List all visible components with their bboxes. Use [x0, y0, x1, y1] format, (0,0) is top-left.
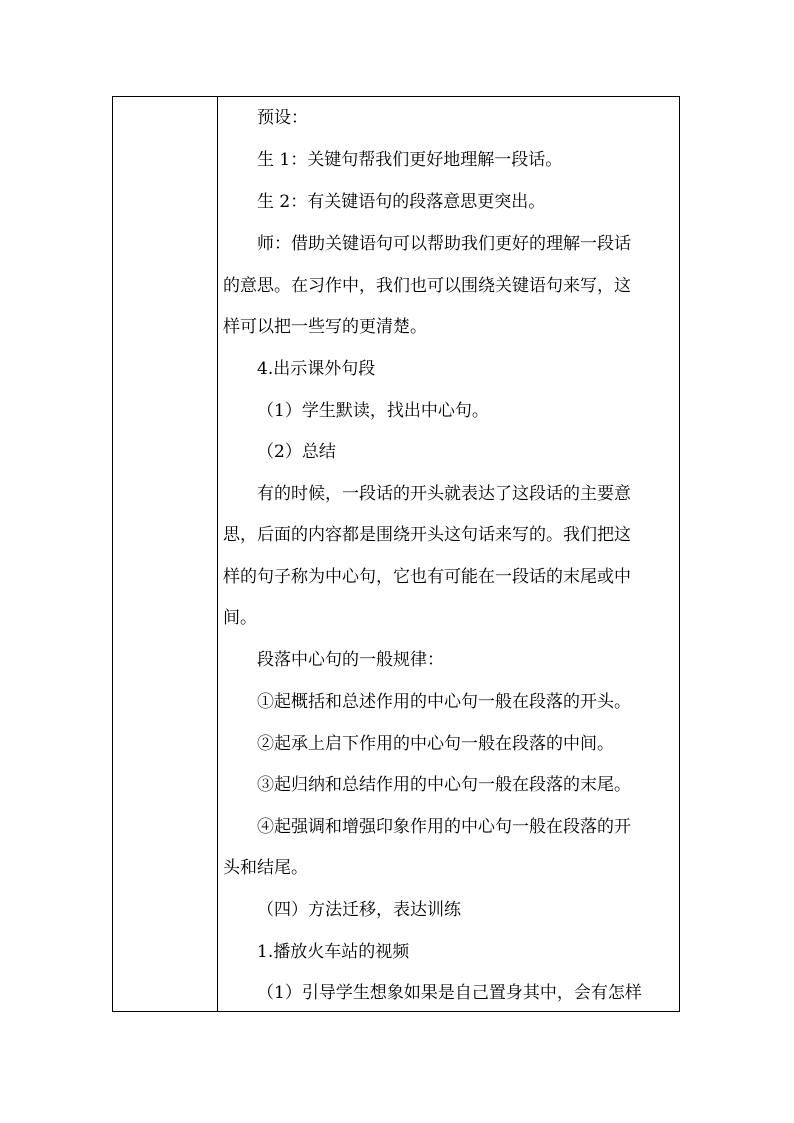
paragraph-line: ③起归纳和总结作用的中心句一般在段落的末尾。 [257, 775, 631, 795]
paragraph-line: 样可以把一些写的更清楚。 [223, 317, 427, 337]
paragraph-line: 的意思。在习作中，我们也可以围绕关键语句来写，这 [223, 276, 631, 296]
paragraph-line: ④起强调和增强印象作用的中心句一般在段落的开 [257, 817, 631, 837]
paragraph-line: 预设： [257, 108, 308, 128]
content-cell [219, 97, 679, 1011]
paragraph-line: 有的时候，一段话的开头就表达了这段话的主要意 [257, 484, 631, 504]
column-divider [217, 97, 218, 1011]
paragraph-line: ①起概括和总述作用的中心句一般在段落的开头。 [257, 692, 631, 712]
paragraph-line: 间。 [223, 608, 257, 628]
paragraph-line: 段落中心句的一般规律： [257, 650, 444, 670]
paragraph-line: （1）学生默读，找出中心句。 [257, 401, 489, 421]
paragraph-line: （1）引导学生想象如果是自己置身其中，会有怎样 [257, 983, 642, 1003]
paragraph-line: 1.播放火车站的视频 [257, 942, 410, 962]
paragraph-line: ②起承上启下作用的中心句一般在段落的中间。 [257, 734, 614, 754]
paragraph-line: 4.出示课外句段 [257, 359, 376, 379]
lesson-plan-table [112, 96, 680, 1012]
paragraph-line: 生 1：关键句帮我们更好地理解一段话。 [257, 150, 563, 170]
paragraph-line: （四）方法迁移，表达训练 [257, 900, 461, 920]
paragraph-line: 头和结尾。 [223, 858, 308, 878]
paragraph-line: （2）总结 [257, 442, 336, 462]
paragraph-line: 思，后面的内容都是围绕开头这句话来写的。我们把这 [223, 525, 631, 545]
paragraph-line: 样的句子称为中心句，它也有可能在一段话的末尾或中 [223, 567, 631, 587]
paragraph-line: 生 2：有关键语句的段落意思更突出。 [257, 192, 546, 212]
paragraph-line: 师：借助关键语句可以帮助我们更好的理解一段话 [257, 234, 631, 254]
